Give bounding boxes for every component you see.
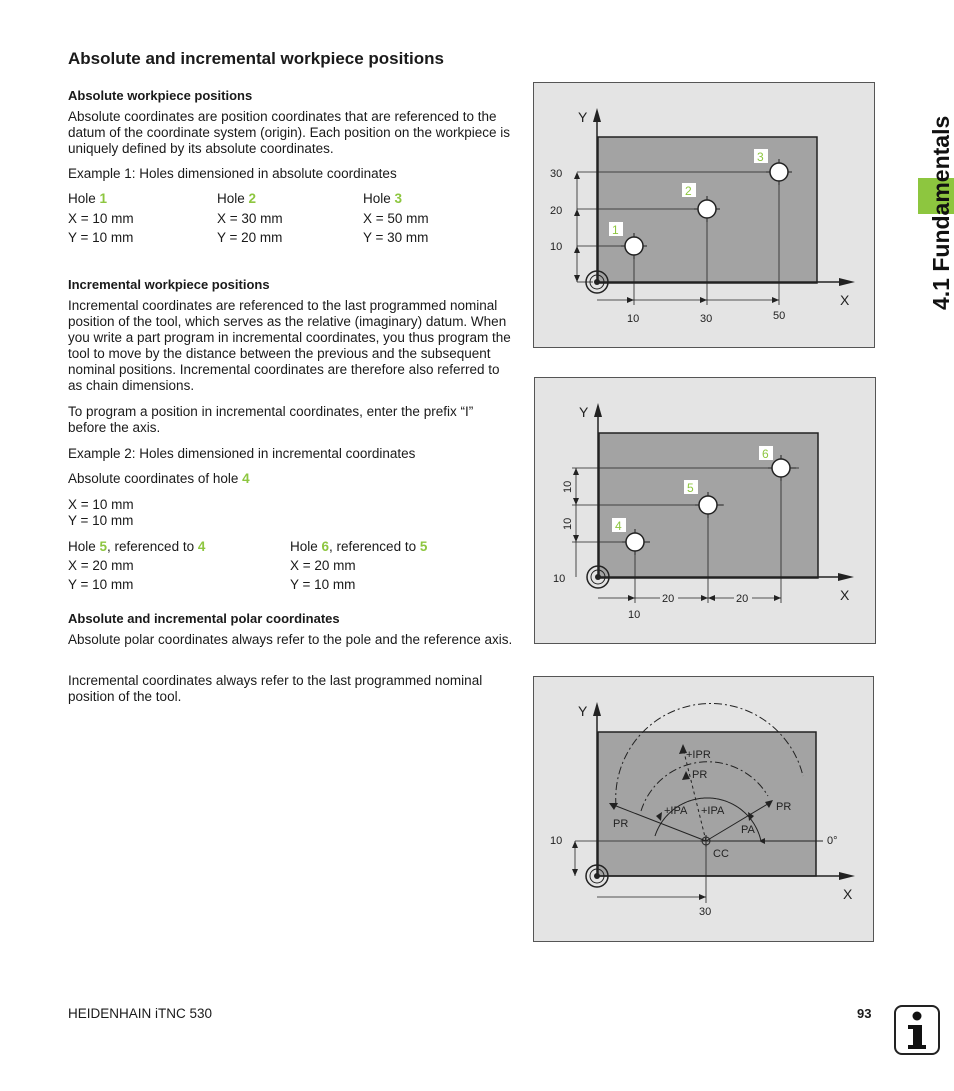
hole-x: X = 20 mm [68,558,134,573]
absolute-paragraph: Absolute coordinates are position coordinates that are referenced to the datum of the coordinate system (origin). Each position on the workpiece is uniquely defined by its absolute coordinates. [68,109,510,156]
abs-hole-label: Absolute coordinates of hole [68,471,243,486]
hole-y: Y = 10 mm [68,513,134,528]
x-dim-30: 30 [700,313,713,325]
hole-label: Hole [290,539,322,554]
abs-hole4-line [68,471,250,487]
x-dim-50: 50 [773,310,786,322]
label-ipa-left: +IPA [664,805,688,817]
hole-label-2: 2 [685,184,692,198]
x-dim-20-a: 20 [662,593,675,605]
hole2-block [217,191,283,246]
y-dim-20: 20 [550,205,563,217]
hole-y: Y = 20 mm [217,230,283,245]
y-dim-10-base: 10 [553,573,566,585]
x-dim-10: 10 [627,313,640,325]
hole-x: X = 10 mm [68,497,134,512]
section-heading-polar: Absolute and incremental polar coordinates [68,611,340,626]
y-dim-10: 10 [550,241,563,253]
y-dim-30: 30 [550,168,563,180]
hole3-block [363,191,429,246]
footer-text: HEIDENHAIN iTNC 530 [68,1006,213,1021]
example1-caption: Example 1: Holes dimensioned in absolute coordinates [68,166,397,181]
label-ipa-right: +IPA [701,805,725,817]
label-cc: CC [713,848,729,860]
label-pa: PA [741,824,755,836]
polar-paragraph-2: Incremental coordinates always refer to the last programmed nominal position of the tool. [68,673,483,704]
hole-label-4: 4 [615,519,622,533]
figure-polar-coordinates [533,676,874,942]
y-dim-10-mid: 10 [562,517,574,530]
incremental-paragraph-2: To program a position in incremental coordinates, enter the prefix “I” before the axis. [68,404,474,435]
hole-number: 6 [321,539,330,554]
hole-y: Y = 10 mm [68,577,134,592]
label-pr-left: PR [613,818,629,830]
hole-label: Hole [363,191,395,206]
hole-x: X = 10 mm [68,211,134,226]
hole-number: 4 [242,471,250,486]
section-heading-absolute: Absolute workpiece positions [68,88,253,103]
hole-y: Y = 30 mm [363,230,429,245]
hole-label: Hole [68,539,100,554]
hole-label-5: 5 [687,481,694,495]
info-icon [894,1005,940,1055]
figure-incremental-coordinates [534,377,876,644]
ref-number: 4 [197,539,206,554]
incremental-paragraph-1: Incremental coordinates are referenced to the last programmed nominal position of the tool, which serves as the relative (imaginary) datum. When you write a part program in incremental coordinates, you thus program the tool to move by the distance between the previous and the subsequent nominal positions. Incremental coordinates are therefore also referred to as chain dimensions. [68,298,511,393]
x-axis-label: X [843,886,853,902]
x-dim-20-b: 20 [736,593,749,605]
hole-y: Y = 10 mm [290,577,356,592]
chapter-side-tab [872,40,954,310]
polar-paragraph-1: Absolute polar coordinates always refer to the pole and the reference axis. [68,632,513,647]
hole-label-1: 1 [612,223,619,237]
hole6-block [290,539,427,593]
hole-label: Hole [217,191,249,206]
label-pr-top: PR [692,769,708,781]
hole-x: X = 50 mm [363,211,429,226]
chapter-tab-label: 4.1 Fundamentals [928,115,954,310]
y-axis-label: Y [579,404,589,420]
ref-number: 5 [419,539,428,554]
x-axis-label: X [840,587,850,603]
hole-number: 3 [394,191,403,206]
hole1-block [68,191,134,246]
figure-absolute-coordinates [533,82,875,348]
label-zero-degrees: 0° [827,835,838,847]
hole4-coords [68,497,134,529]
y-dim-10-top: 10 [562,480,574,493]
hole-number: 1 [99,191,108,206]
label-ipr: +IPR [686,749,711,761]
hole-label-3: 3 [757,150,764,164]
hole-y: Y = 10 mm [68,230,134,245]
example2-caption: Example 2: Holes dimensioned in incremental coordinates [68,446,416,461]
hole-number: 2 [248,191,257,206]
y-axis-label: Y [578,109,588,125]
page-number: 93 [857,1006,872,1021]
section-heading-incremental: Incremental workpiece positions [68,277,270,292]
label-x-30: 30 [699,906,712,918]
page-title: Absolute and incremental workpiece positions [68,49,444,68]
ref-text: , referenced to [329,539,420,554]
x-axis-label: X [840,292,850,308]
hole-label-6: 6 [762,447,769,461]
hole5-block [68,539,205,593]
label-y-10: 10 [550,835,563,847]
x-dim-10: 10 [628,609,641,621]
label-pr-right: PR [776,801,792,813]
hole-label: Hole [68,191,100,206]
y-axis-label: Y [578,703,588,719]
hole-x: X = 20 mm [290,558,356,573]
ref-text: , referenced to [107,539,198,554]
info-glyph [896,1007,938,1053]
hole-number: 5 [99,539,108,554]
hole-x: X = 30 mm [217,211,283,226]
